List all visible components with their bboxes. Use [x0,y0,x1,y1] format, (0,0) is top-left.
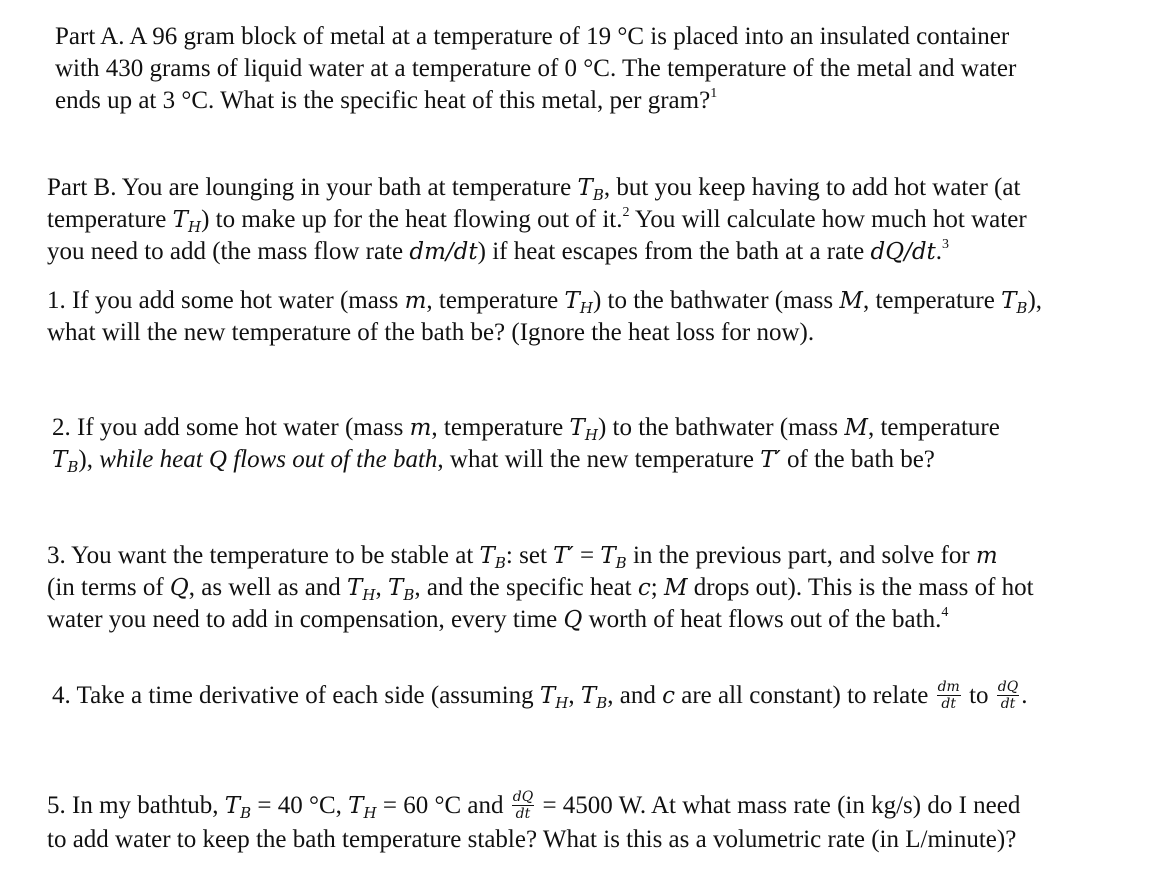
q4-text: 4. Take a time derivative of each side (assuming [52,682,540,709]
q5-text: 5. In my bathtub, [47,792,225,819]
subscript-b: B [1016,299,1028,317]
q3-text: 3. You want the temperature to be stable at [47,542,480,569]
symbol-big-m: M [844,415,868,441]
question-5 [47,790,1020,856]
footnote-4: 4 [941,605,949,620]
question-5-line-1 [47,790,1020,824]
part-a-line-1: Part A. A 96 gram block of metal at a temperature of 19 °C is placed into an insulated container [55,23,1010,50]
symbol-t: T [479,543,495,569]
part-b-text: temperature [47,206,173,233]
symbol-big-m: M [663,575,688,601]
symbol-t: T [577,175,593,201]
symbol-c: c [637,575,651,601]
question-1 [47,285,1042,349]
symbol-t: T [172,207,188,233]
symbol-m: m [404,288,427,314]
q2-text: ), [78,446,100,473]
subscript-b: B [615,554,627,572]
q5-text: = 4500 W. At what mass rate (in kg/s) do I need [536,792,1021,819]
subscript-h: H [579,299,593,317]
question-1-line-2: what will the new temperature of the bath be? (Ignore the heat loss for now). [47,319,815,346]
q2-text: , what will the new temperature [437,446,761,473]
q3-text: drops out). This is the mass of hot [687,574,1034,601]
symbol-t: T [600,543,616,569]
question-2-line-2 [52,444,1000,476]
symbol-t: T [347,575,363,601]
question-2-line-1 [52,412,1000,444]
q3-text: , and the specific heat [414,574,638,601]
q2-text: , temperature [867,414,1000,441]
part-b-paragraph [47,172,1027,268]
q3-text: (in terms of [47,574,170,601]
subscript-h: H [363,804,377,822]
q4-text: , and [607,682,663,709]
subscript-b: B [592,186,604,204]
q2-text: 2. If you add some hot water (mass [52,414,410,441]
question-2 [52,412,1000,476]
subscript-b: B [403,586,415,604]
part-b-text: , but you keep having to add hot water (at [603,174,1021,201]
subscript-h: H [362,586,376,604]
fraction-numerator: dm [937,678,960,695]
q2-text: ) to the bathwater (mass [597,414,845,441]
q1-text: ), [1027,287,1043,314]
question-3-line-1 [47,540,1034,572]
part-b-text: Part B. You are lounging in your bath at temperature [47,174,578,201]
symbol-dm-dt: dm/dt [409,239,478,265]
subscript-b: B [494,554,506,572]
question-4 [52,680,1027,714]
symbol-c: c [662,683,675,709]
q1-text: 1. If you add some hot water (mass [47,287,405,314]
q3-text: in the previous part, and solve for [626,542,976,569]
symbol-t-prime: T′ [760,447,781,473]
q4-text: to [962,682,995,709]
fraction-numerator: dQ [512,788,534,805]
part-a-line-2: with 430 grams of liquid water at a temperature of 0 °C. The temperature of the metal and water [55,55,1017,82]
part-b-text: . [935,238,943,265]
subscript-b: B [240,804,252,822]
q2-text: , temperature [431,414,570,441]
q3-text: worth of heat flows out of the bath. [582,606,942,633]
symbol-t: T [539,683,556,709]
part-b-line-2 [47,204,1027,236]
part-b-text: ) to make up for the heat flowing out of it. [201,206,623,233]
question-3 [47,540,1034,636]
question-1-line-1 [47,285,1042,317]
q3-text: , as well as and [188,574,348,601]
question-3-line-3 [47,604,1034,636]
equals-sign: = [573,542,601,569]
q2-italic-text: while heat Q flows out of the bath [99,446,438,473]
subscript-b: B [596,694,608,712]
q3-text: ; [650,574,664,601]
part-a-line-3-text: ends up at 3 °C. What is the specific heat of this metal, per gram? [55,87,711,114]
part-b-line-3 [47,236,1027,268]
q2-text: of the bath be? [780,446,935,473]
q4-text: . [1021,682,1028,709]
fraction-dq-dt [997,679,1019,712]
fraction-dq-dt [512,789,534,822]
footnote-1: 1 [710,86,718,101]
part-b-text: ) if heat escapes from the bath at a rate [477,238,871,265]
q4-text: are all constant) to relate [674,682,935,709]
symbol-big-m: M [839,288,863,314]
symbol-m: m [975,543,998,569]
q5-text: = 60 °C and [376,792,510,819]
q3-text: : set [505,542,554,569]
part-b-text: you need to add (the mass flow rate [47,238,410,265]
question-3-line-2 [47,572,1034,604]
part-b-line-1 [47,172,1027,204]
symbol-t: T [348,793,364,819]
symbol-t: T [387,575,404,601]
symbol-q: Q [169,575,189,601]
comma: , [568,682,581,709]
symbol-q: Q [563,607,583,633]
fraction-dm-dt [937,679,961,712]
part-a-paragraph [55,21,1016,117]
comma: , [375,574,388,601]
subscript-h: H [555,694,569,712]
subscript-h: H [584,426,598,444]
footnote-2: 2 [622,205,630,220]
symbol-t-prime: T′ [553,543,574,569]
footnote-3: 3 [942,237,950,252]
symbol-m: m [409,415,432,441]
symbol-t: T [564,288,580,314]
symbol-t: T [1001,288,1017,314]
q5-text: = 40 °C, [251,792,349,819]
symbol-t: T [52,447,68,473]
symbol-t: T [580,683,597,709]
fraction-denominator: dt [1000,695,1016,712]
fraction-numerator: dQ [997,678,1019,695]
fraction-denominator: dt [941,695,956,712]
part-b-text: You will calculate how much hot water [629,206,1027,233]
part-a-line-3 [55,85,1016,117]
subscript-h: H [187,218,202,236]
symbol-dq-dt: dQ/dt [870,239,936,265]
symbol-t: T [224,793,241,819]
symbol-t: T [569,415,585,441]
q3-text: water you need to add in compensation, every time [47,606,564,633]
q1-text: ) to the bathwater (mass [592,287,840,314]
subscript-b: B [67,458,79,476]
q1-text: , temperature [862,287,1002,314]
question-4-line-1 [52,680,1027,714]
fraction-denominator: dt [515,805,531,822]
q1-text: , temperature [426,287,565,314]
question-5-line-2: to add water to keep the bath temperature stable? What is this as a volumetric rate (in L/minute)? [47,825,1017,853]
